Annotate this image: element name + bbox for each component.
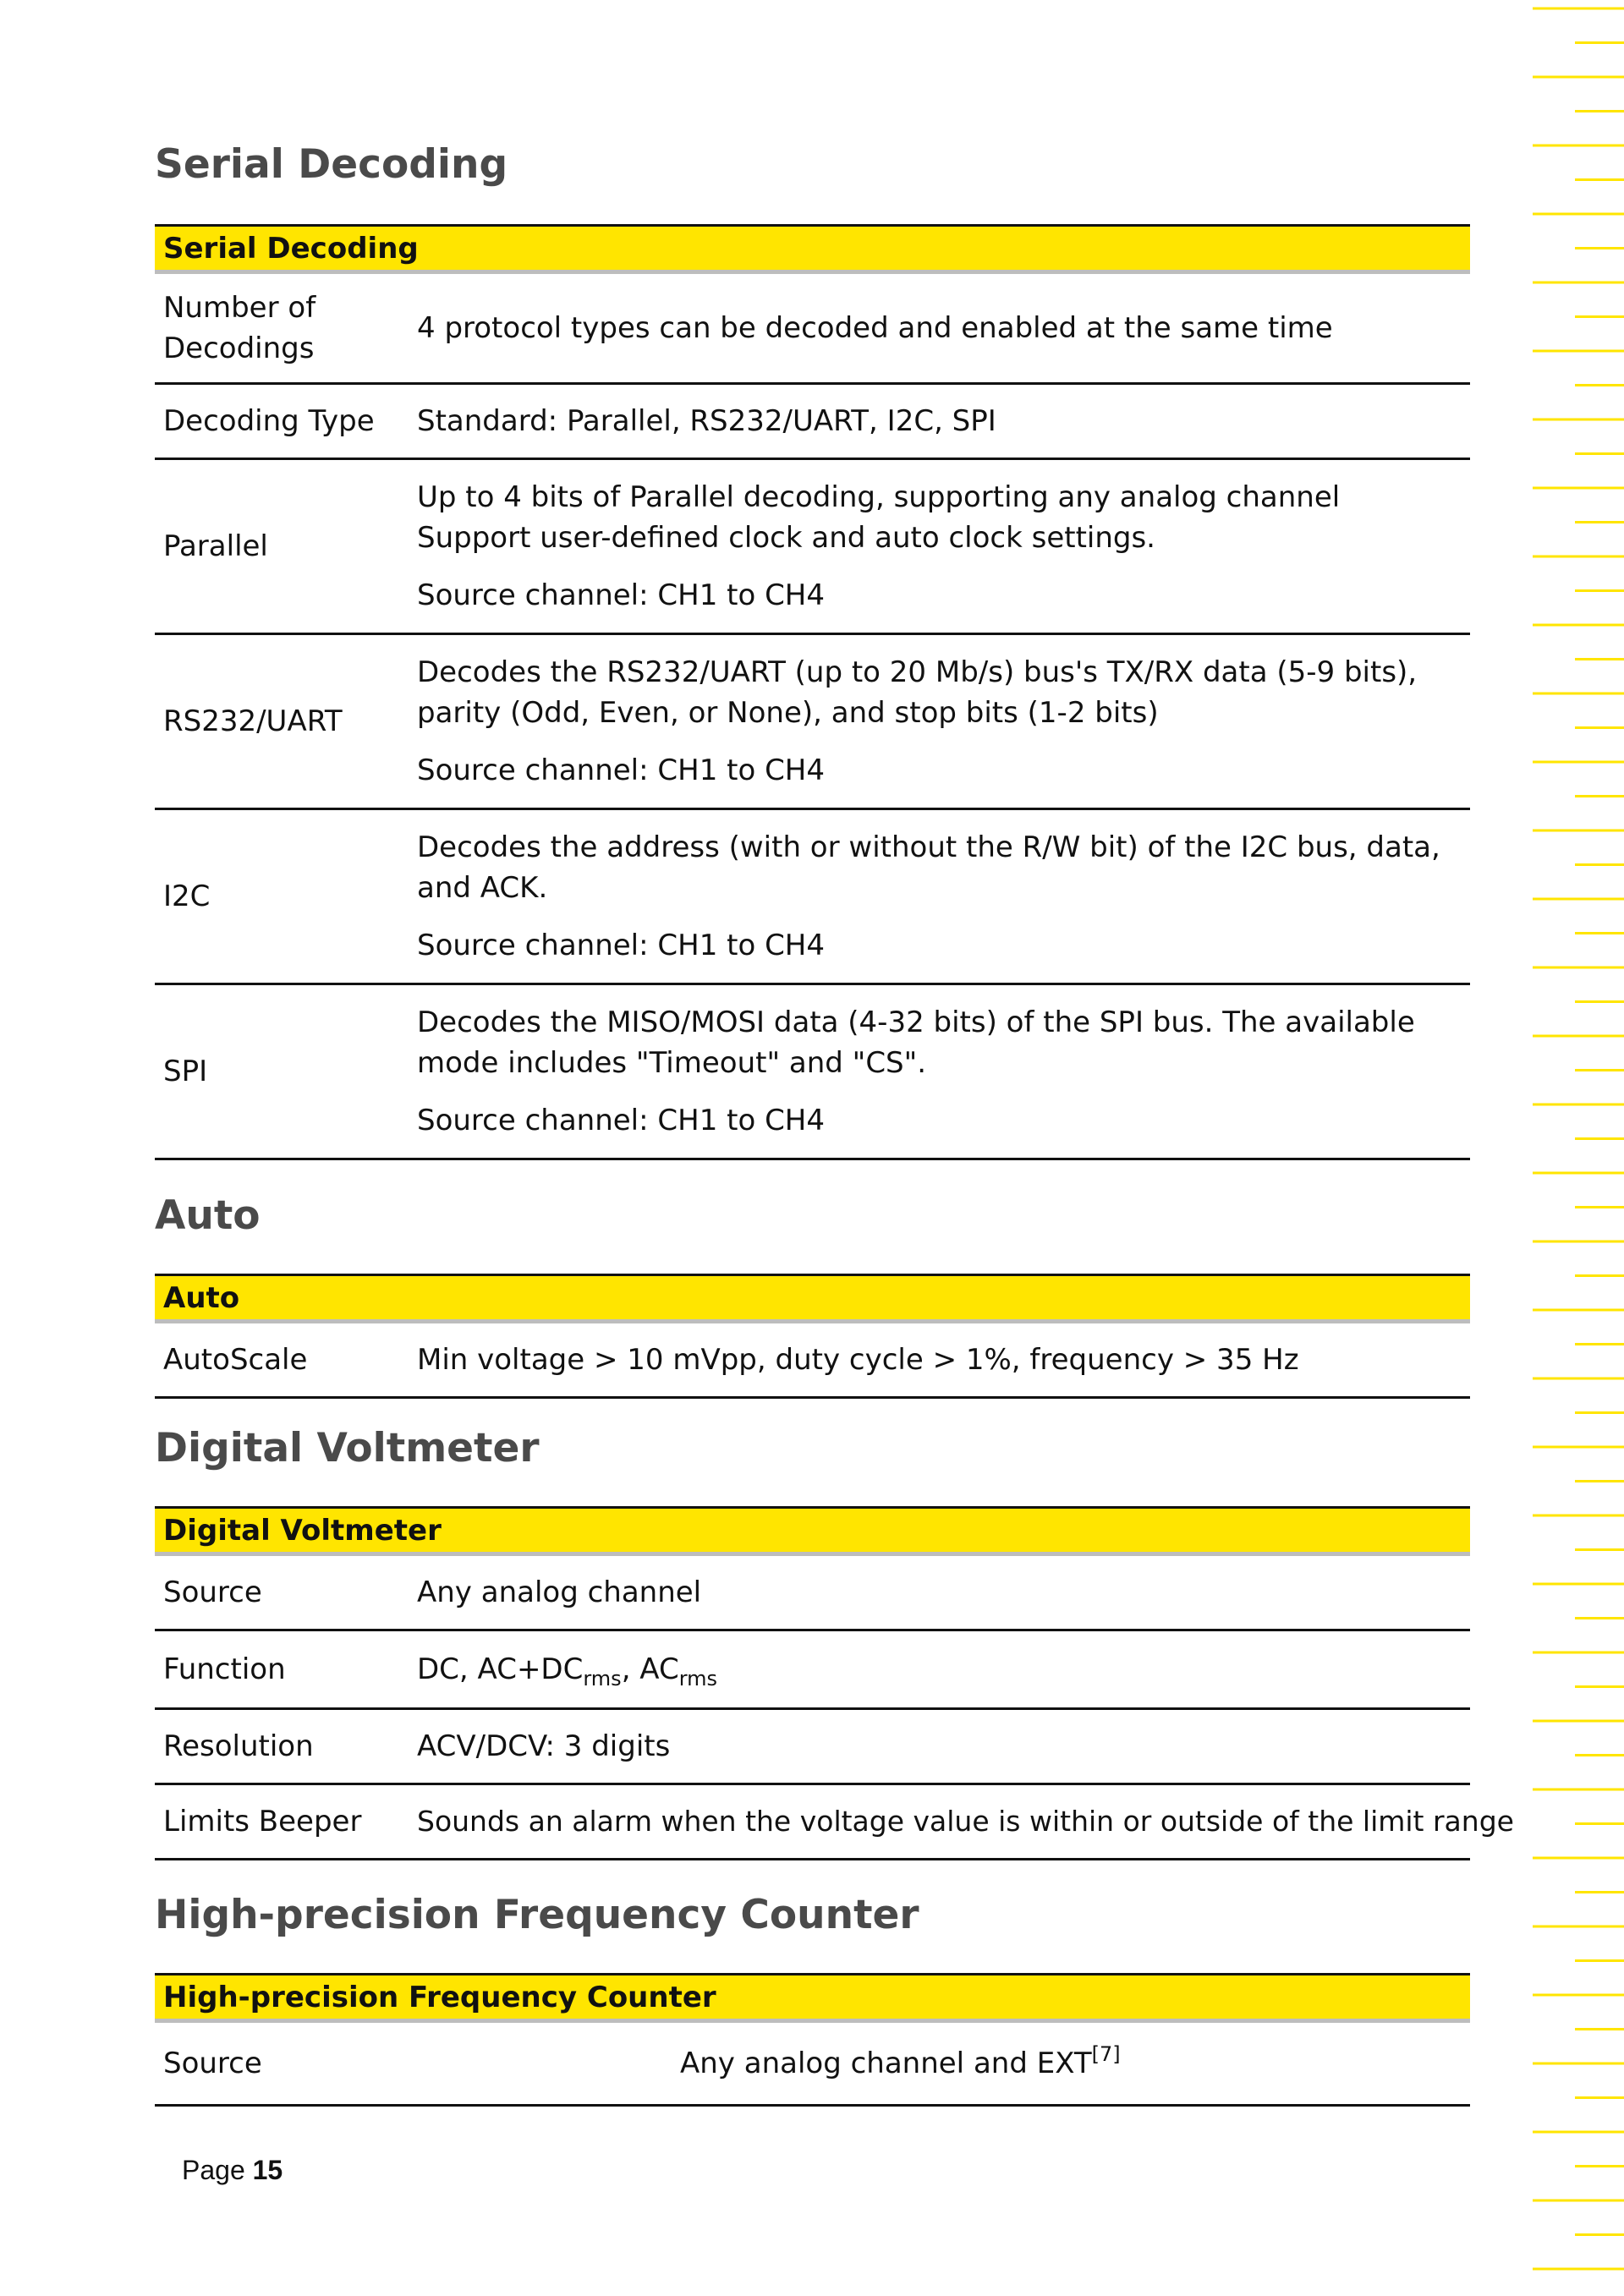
row-label: Resolution: [155, 1709, 417, 1784]
frequency-counter-table: [155, 1973, 1470, 2107]
table-row: [155, 1709, 1470, 1784]
table-band-auto: Auto: [155, 1275, 1470, 1322]
row-source-channel: Source channel: CH1 to CH4: [417, 1104, 826, 1137]
section-heading-digital-voltmeter: Digital Voltmeter: [155, 1425, 540, 1471]
digital-voltmeter-table: [155, 1506, 1514, 1860]
row-value: Min voltage > 10 mVpp, duty cycle > 1%, frequency > 35 Hz: [417, 1322, 1470, 1398]
row-label: RS232/UART: [155, 634, 417, 809]
row-value: [417, 634, 1470, 809]
row-source-channel: Source channel: CH1 to CH4: [417, 929, 826, 962]
row-value: Any analog channel: [417, 1554, 1470, 1630]
row-label: Number of Decodings: [155, 272, 417, 384]
table-row: [155, 384, 1470, 459]
row-value: [417, 1630, 1470, 1709]
function-separator: , AC: [621, 1652, 679, 1686]
table-row: [155, 1784, 1470, 1860]
auto-table: [155, 1274, 1470, 1399]
section-heading-serial-decoding: Serial Decoding: [155, 141, 508, 188]
function-prefix: DC, AC+DC: [417, 1652, 584, 1686]
table-band-digital-voltmeter: Digital Voltmeter: [155, 1508, 1470, 1554]
table-row: [155, 1554, 1470, 1630]
row-label: I2C: [155, 809, 417, 984]
page-label: Page: [182, 2155, 245, 2185]
row-source-channel: Source channel: CH1 to CH4: [417, 578, 826, 612]
table-band-frequency-counter: High-precision Frequency Counter: [155, 1975, 1470, 2021]
row-value: ACV/DCV: 3 digits: [417, 1709, 1470, 1784]
row-label: Limits Beeper: [155, 1784, 417, 1860]
function-subscript-rms: rms: [678, 1667, 718, 1690]
row-label: Source: [155, 1554, 417, 1630]
row-value: 4 protocol types can be decoded and enabled at the same time: [417, 272, 1470, 384]
serial-decoding-table: [155, 224, 1470, 1160]
row-label: Function: [155, 1630, 417, 1709]
row-value: [680, 2021, 1470, 2106]
table-row: [155, 809, 1470, 984]
row-label: Decoding Type: [155, 384, 417, 459]
row-description: Up to 4 bits of Parallel decoding, supporting any analog channel Support user-defined clock and auto clock settings.: [417, 480, 1341, 555]
row-value: [417, 809, 1470, 984]
footnote-reference: [7]: [1091, 2042, 1121, 2066]
function-subscript-rms: rms: [583, 1667, 622, 1690]
source-text: Any analog channel and EXT: [680, 2047, 1092, 2080]
row-value: [417, 459, 1470, 634]
section-heading-auto: Auto: [155, 1192, 261, 1239]
table-row: [155, 272, 1470, 384]
row-value: Standard: Parallel, RS232/UART, I2C, SPI: [417, 384, 1470, 459]
row-value: [417, 984, 1470, 1159]
section-heading-frequency-counter: High-precision Frequency Counter: [155, 1892, 919, 1938]
row-description: Decodes the MISO/MOSI data (4-32 bits) of the SPI bus. The available mode includes "Timeout" and "CS".: [417, 1006, 1415, 1080]
table-row: [155, 2021, 1470, 2106]
row-label: Parallel: [155, 459, 417, 634]
row-label: SPI: [155, 984, 417, 1159]
row-value: Sounds an alarm when the voltage value is within or outside of the limit range: [417, 1784, 1470, 1860]
row-label: AutoScale: [155, 1322, 417, 1398]
table-row: [155, 459, 1470, 634]
row-description: Decodes the RS232/UART (up to 20 Mb/s) bus's TX/RX data (5-9 bits), parity (Odd, Even, or None), and stop bits (1-2 bits): [417, 655, 1418, 730]
table-row: [155, 1322, 1470, 1398]
page-footer: [182, 2155, 283, 2186]
table-row: [155, 634, 1470, 809]
row-source-channel: Source channel: CH1 to CH4: [417, 753, 826, 787]
row-description: Decodes the address (with or without the R/W bit) of the I2C bus, data, and ACK.: [417, 830, 1440, 905]
page-number: 15: [252, 2155, 283, 2185]
row-label: Source: [155, 2021, 680, 2106]
table-band-serial-decoding: Serial Decoding: [155, 226, 1470, 272]
table-row: [155, 1630, 1470, 1709]
table-row: [155, 984, 1470, 1159]
